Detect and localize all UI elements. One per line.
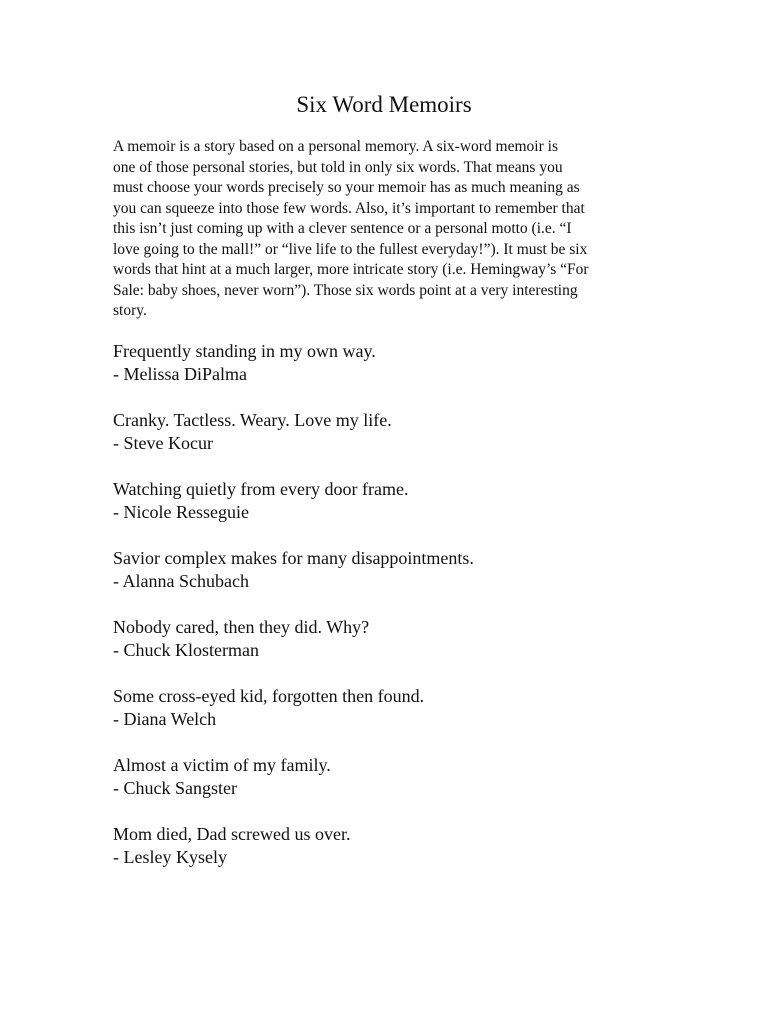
memoir-quote: Frequently standing in my own way. (113, 341, 376, 361)
memoir-entry (113, 478, 673, 547)
intro-line: story. (113, 302, 147, 319)
intro-line: love going to the mall!” or “live life to the fullest everyday!”). It must be six (113, 240, 588, 258)
intro-line: A memoir is a story based on a personal memory. A six-word memoir is (113, 138, 558, 155)
memoir-quote: Savior complex makes for many disappointments. (113, 548, 474, 568)
intro-paragraph (113, 137, 653, 322)
memoir-entry (113, 823, 673, 892)
memoir-quote: Some cross-eyed kid, forgotten then found. (113, 686, 425, 706)
page-title: Six Word Memoirs (296, 92, 472, 117)
memoir-author: - Melissa DiPalma (113, 364, 247, 384)
memoir-quote: Nobody cared, then they did. Why? (113, 617, 370, 637)
intro-line: one of those personal stories, but told in only six words. That means you (113, 158, 563, 176)
intro-line: Sale: baby shoes, never worn”). Those six words point at a very interesting (113, 281, 578, 299)
memoir-quote: Cranky. Tactless. Weary. Love my life. (113, 410, 392, 430)
memoir-entry (113, 547, 673, 616)
memoir-entry (113, 340, 673, 409)
memoir-list (113, 340, 673, 892)
memoir-author: - Alanna Schubach (113, 571, 249, 591)
memoir-entry (113, 685, 673, 754)
memoir-author: - Diana Welch (113, 709, 217, 729)
memoir-author: - Chuck Klosterman (113, 640, 259, 660)
memoir-entry (113, 409, 673, 478)
memoir-quote: Almost a victim of my family. (113, 755, 331, 775)
memoir-author: - Chuck Sangster (113, 778, 237, 798)
memoir-quote: Watching quietly from every door frame. (113, 479, 409, 499)
memoir-author: - Steve Kocur (113, 433, 213, 453)
memoir-entry (113, 754, 673, 823)
intro-line: words that hint at a much larger, more intricate story (i.e. Hemingway’s “For (113, 261, 589, 278)
intro-line: must choose your words precisely so your memoir has as much meaning as (113, 179, 580, 196)
memoir-author: - Nicole Resseguie (113, 502, 249, 522)
intro-line: this isn’t just coming up with a clever sentence or a personal motto (i.e. “I (113, 220, 572, 237)
intro-line: you can squeeze into those few words. Also, it’s important to remember that (113, 199, 585, 217)
memoir-quote: Mom died, Dad screwed us over. (113, 824, 351, 844)
memoir-entry (113, 616, 673, 685)
memoir-author: - Lesley Kysely (113, 847, 227, 867)
